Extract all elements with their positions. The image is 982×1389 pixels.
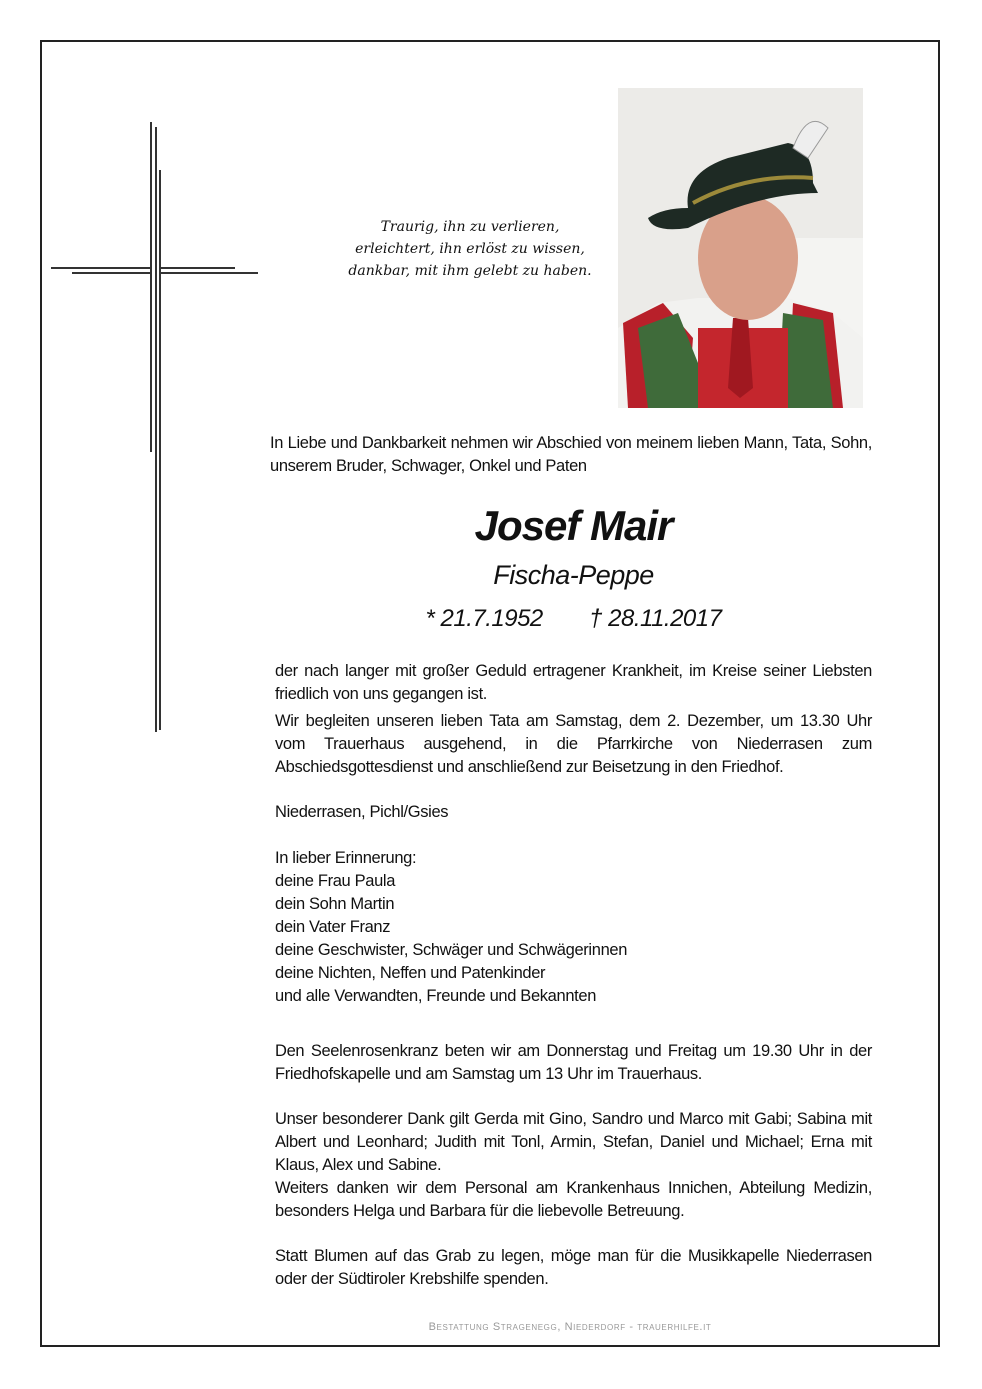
footer-credit: Bestattung Stragenegg, Niederdorf - trauerhilfe.it bbox=[428, 1321, 712, 1333]
mourner: deine Frau Paula bbox=[275, 872, 396, 890]
nickname: Fischa-Peppe bbox=[493, 560, 654, 590]
mourners-list bbox=[275, 847, 872, 1008]
mourner: deine Nichten, Neffen und Patenkinder bbox=[275, 964, 546, 982]
death-date: † 28.11.2017 bbox=[589, 605, 722, 632]
passing-text: der nach langer mit großer Geduld ertragener Krankheit, im Kreise seiner Liebsten friedlich von uns gegangen ist. bbox=[275, 662, 872, 703]
intro-text: In Liebe und Dankbarkeit nehmen wir Abschied von meinem lieben Mann, Tata, Sohn, unserem Bruder, Schwager, Onkel und Paten bbox=[270, 434, 872, 475]
rosary-text: Den Seelenrosenkranz beten wir am Donnerstag und Freitag um 19.30 Uhr in der Friedhofskapelle und am Samstag um 13 Uhr im Trauerhaus. bbox=[275, 1042, 872, 1083]
donation-text: Statt Blumen auf das Grab zu legen, möge man für die Musikkapelle Niederrasen oder der Südtiroler Krebshilfe spenden. bbox=[275, 1247, 872, 1288]
thanks-staff-text: Weiters danken wir dem Personal am Krankenhaus Innichen, Abteilung Medizin, besonders Helga und Barbara für die liebevolle Betreuung. bbox=[275, 1179, 872, 1220]
mourners-heading: In lieber Erinnerung: bbox=[275, 849, 417, 867]
mourner: dein Vater Franz bbox=[275, 918, 391, 936]
life-dates bbox=[275, 605, 872, 633]
deceased-name: Josef Mair bbox=[474, 502, 673, 549]
places: Niederrasen, Pichl/Gsies bbox=[275, 803, 449, 821]
quote-line: Traurig, ihn zu verlieren, bbox=[380, 219, 560, 235]
mourner: und alle Verwandten, Freunde und Bekannten bbox=[275, 987, 597, 1005]
birth-date: * 21.7.1952 bbox=[425, 605, 543, 632]
portrait-photo bbox=[618, 88, 863, 408]
thanks-text: Unser besonderer Dank gilt Gerda mit Gino, Sandro und Marco mit Gabi; Sabina mit Albert und Leonhard; Judith mit Tonl, Armin, Stefan, Daniel und Michael; Erna mit Klaus, Alex und Sabine. bbox=[275, 1110, 872, 1174]
mourner: dein Sohn Martin bbox=[275, 895, 395, 913]
memorial-quote bbox=[300, 216, 640, 282]
mourner: deine Geschwister, Schwäger und Schwägerinnen bbox=[275, 941, 628, 959]
funeral-text: Wir begleiten unseren lieben Tata am Samstag, dem 2. Dezember, um 13.30 Uhr vom Trauerhaus ausgehend, in die Pfarrkirche von Niederrasen zum Abschiedsgottesdienst und anschließend zur Beisetzung in den Friedhof. bbox=[275, 712, 872, 776]
quote-line: erleichtert, ihn erlöst zu wissen, bbox=[355, 241, 585, 257]
quote-line: dankbar, mit ihm gelebt zu haben. bbox=[348, 263, 592, 279]
